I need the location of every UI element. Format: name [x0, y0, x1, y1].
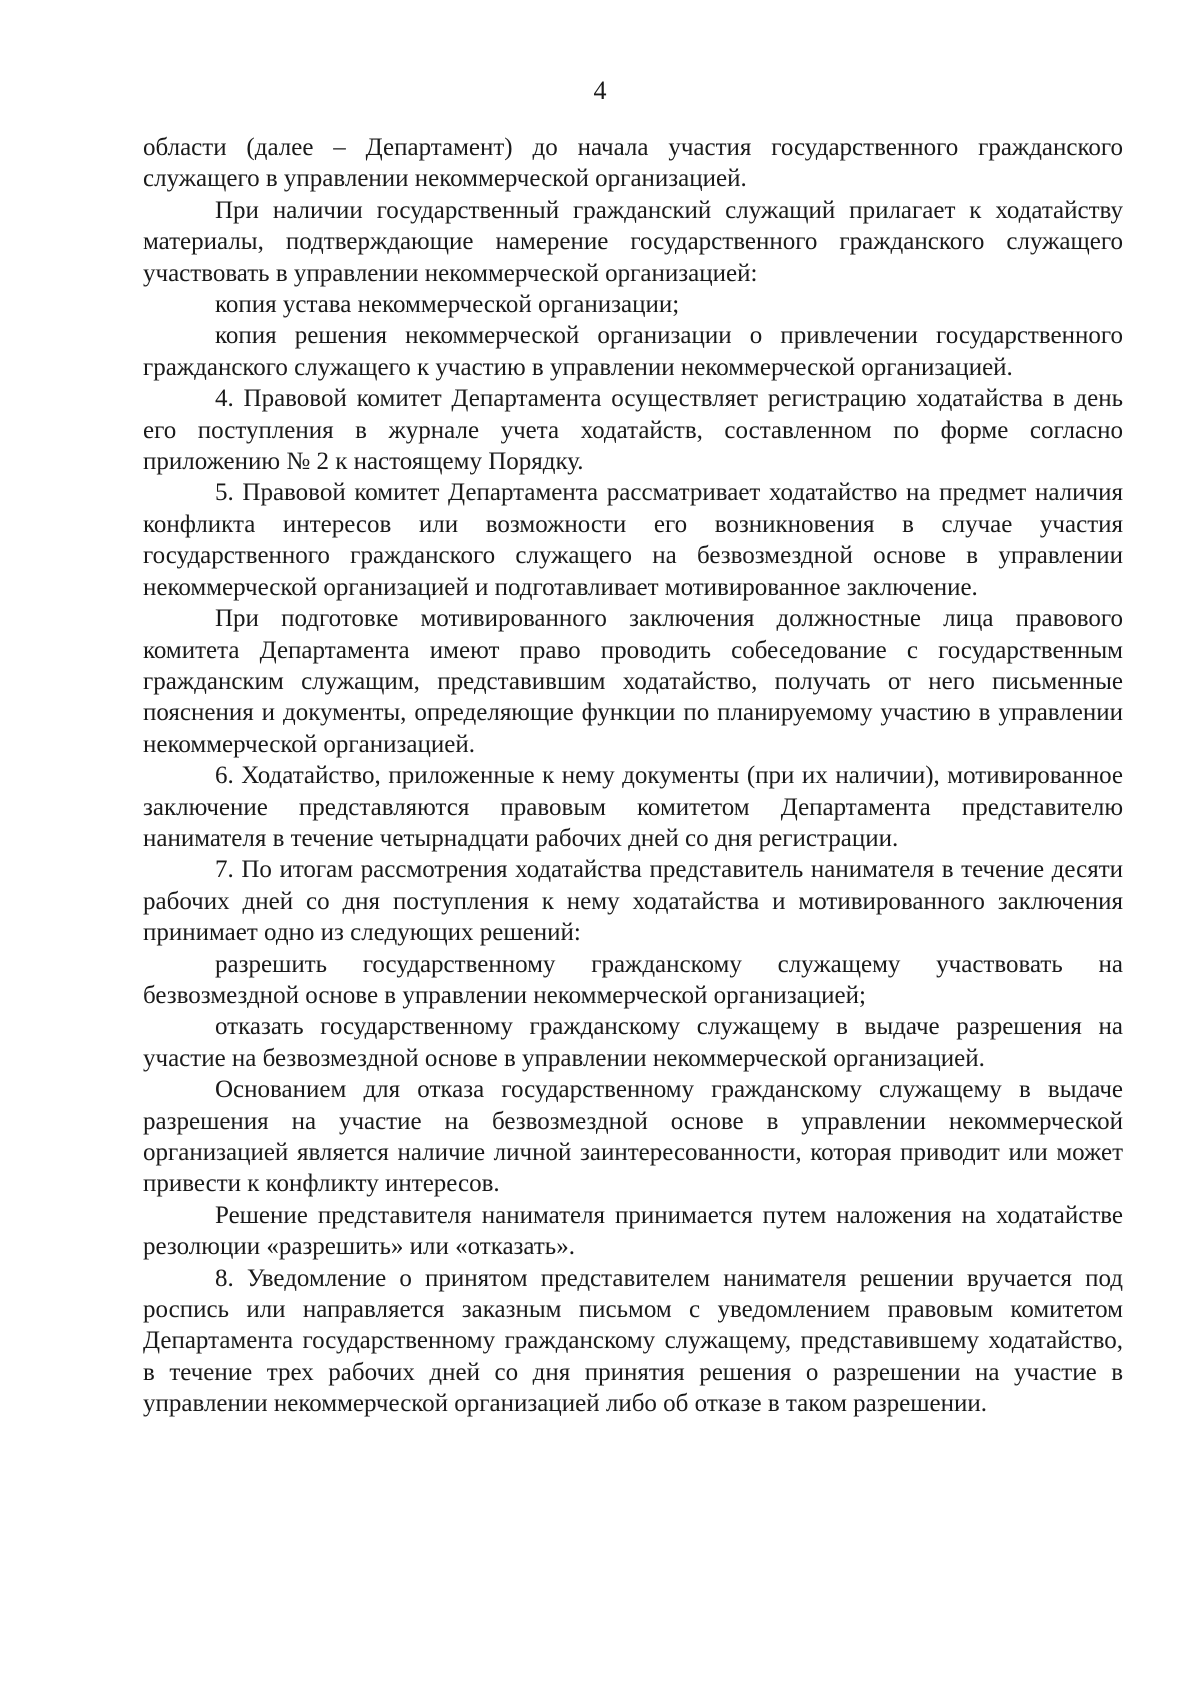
paragraph-decision-refuse: отказать государственному гражданскому служащему в выдаче разрешения на участие на безвозмездной основе в управлении некоммерческой организацией. [143, 1013, 1123, 1072]
paragraph-attachments-intro: При наличии государственный гражданский служащий прилагает к ходатайству материалы, подтверждающие намерение государственного гражданского служащего участвовать в управлении некоммерческой организацией: [143, 196, 1123, 287]
paragraph-item-6: 6. Ходатайство, приложенные к нему документы (при их наличии), мотивированное заключение представляются правовым комитетом Департамента представителю нанимателя в течение четырнадцати рабочих дней со дня регистрации. [143, 762, 1123, 852]
paragraph-refusal-grounds: Основанием для отказа государственному гражданскому служащему в выдаче разрешения на участие на безвозмездной основе в управлении некоммерческой организацией является наличие личной заинтересованности, которая приводит или может привести к конфликту интересов. [143, 1076, 1123, 1198]
paragraph-interview-right: При подготовке мотивированного заключения должностные лица правового комитета Департамента имеют право проводить собеседование с государственным гражданским служащим, представившим ходатайство, получать от него письменные пояснения и документы, определяющие функции по планируемому участию в управлении некоммерческой организацией. [143, 605, 1123, 758]
paragraph-item-4: 4. Правовой комитет Департамента осуществляет регистрацию ходатайства в день его поступления в журнале учета ходатайств, составленном по форме согласно приложению № 2 к настоящему Порядку. [143, 385, 1123, 476]
paragraph-decision-copy: копия решения некоммерческой организации о привлечении государственного гражданского служащего к участию в управлении некоммерческой организацией. [143, 322, 1123, 381]
paragraph-decision-allow: разрешить государственному гражданскому служащему участвовать на безвозмездной основе в управлении некоммерческой организацией; [143, 950, 1123, 1009]
page-number: 4 [593, 76, 607, 105]
document-body [143, 132, 1123, 1420]
paragraph-item-8: 8. Уведомление о принятом представителем нанимателя решении вручается под роспись или направляется заказным письмом с уведомлением правовым комитетом Департамента государственному гражданскому служащему, представившему ходатайство, в течение трех рабочих дней со дня принятия решения о разрешении на участие в управлении некоммерческой организацией либо об отказе в таком разрешении. [143, 1264, 1123, 1418]
paragraph-resolution: Решение представителя нанимателя принимается путем наложения на ходатайстве резолюции «разрешить» или «отказать». [143, 1201, 1123, 1261]
paragraph-charter-copy: копия устава некоммерческой организации; [215, 291, 680, 319]
paragraph-continuation: области (далее – Департамент) до начала участия государственного гражданского служащего в управлении некоммерческой организацией. [143, 134, 1123, 193]
paragraph-item-7: 7. По итогам рассмотрения ходатайства представитель нанимателя в течение десяти рабочих дней со дня поступления к нему ходатайства и мотивированного заключения принимает одно из следующих решений: [143, 856, 1123, 947]
paragraph-item-5: 5. Правовой комитет Департамента рассматривает ходатайство на предмет наличия конфликта интересов или возможности его возникновения в случае участия государственного гражданского служащего на безвозмездной основе в управлении некоммерческой организацией и подготавливает мотивированное заключение. [143, 479, 1123, 601]
